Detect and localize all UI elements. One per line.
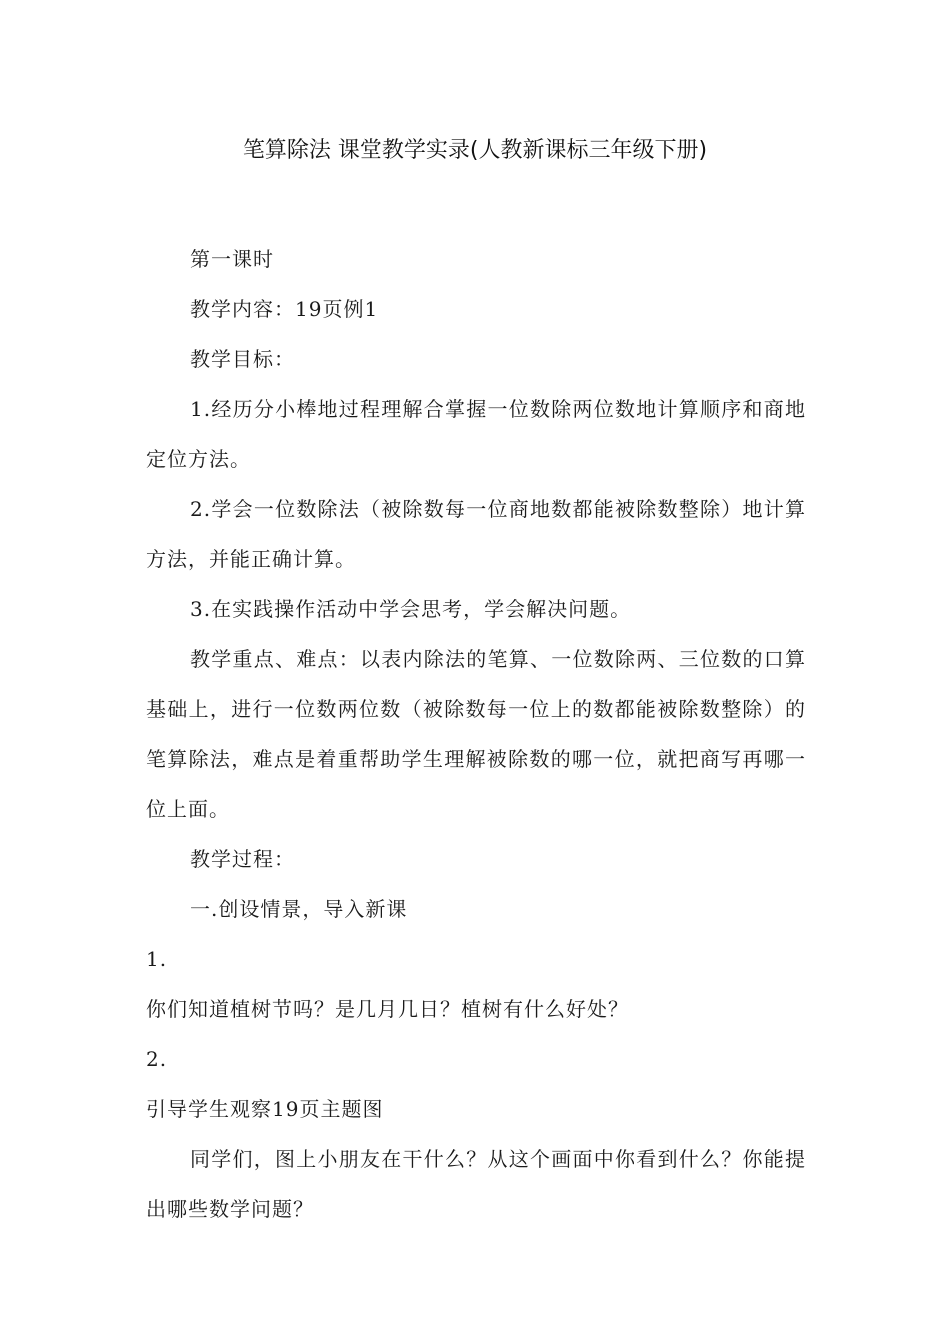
- paragraph-goal-2: 2.学会一位数除法（被除数每一位商地数都能被除数整除）地计算方法，并能正确计算。: [146, 497, 806, 571]
- paragraph-goals-heading: 教学目标：: [190, 347, 295, 371]
- paragraph-key-points: 教学重点、难点：以表内除法的笔算、一位数除两、三位数的口算基础上，进行一位数两位数（被除数每一位上的数都能被除数整除）的笔算除法，难点是着重帮助学生理解被除数的哪一位，就把商写再哪一位上面。: [146, 647, 806, 821]
- paragraph-questions: 同学们，图上小朋友在干什么？从这个画面中你看到什么？你能提出哪些数学问题？: [146, 1147, 806, 1221]
- paragraph-item-2-number: 2.: [146, 1047, 168, 1071]
- paragraph-content: 教学内容：19页例1: [190, 297, 379, 321]
- paragraph-goal-1: 1.经历分小棒地过程理解合掌握一位数除两位数地计算顺序和商地定位方法。: [146, 397, 806, 471]
- paragraph-process-heading: 教学过程：: [190, 847, 295, 871]
- paragraph-goal-3: 3.在实践操作活动中学会思考，学会解决问题。: [190, 597, 632, 621]
- paragraph-section-1: 一.创设情景，导入新课: [190, 897, 408, 921]
- paragraph-item-1-number: 1.: [146, 947, 168, 971]
- document-title: 笔算除法 课堂教学实录(人教新课标三年级下册): [242, 138, 708, 163]
- paragraph-item-1-text: 你们知道植树节吗？是几月几日？植树有什么好处？: [146, 997, 629, 1021]
- document-body: [146, 234, 806, 1234]
- paragraph-lesson: 第一课时: [190, 247, 274, 271]
- paragraph-item-2-text: 引导学生观察19页主题图: [146, 1097, 384, 1121]
